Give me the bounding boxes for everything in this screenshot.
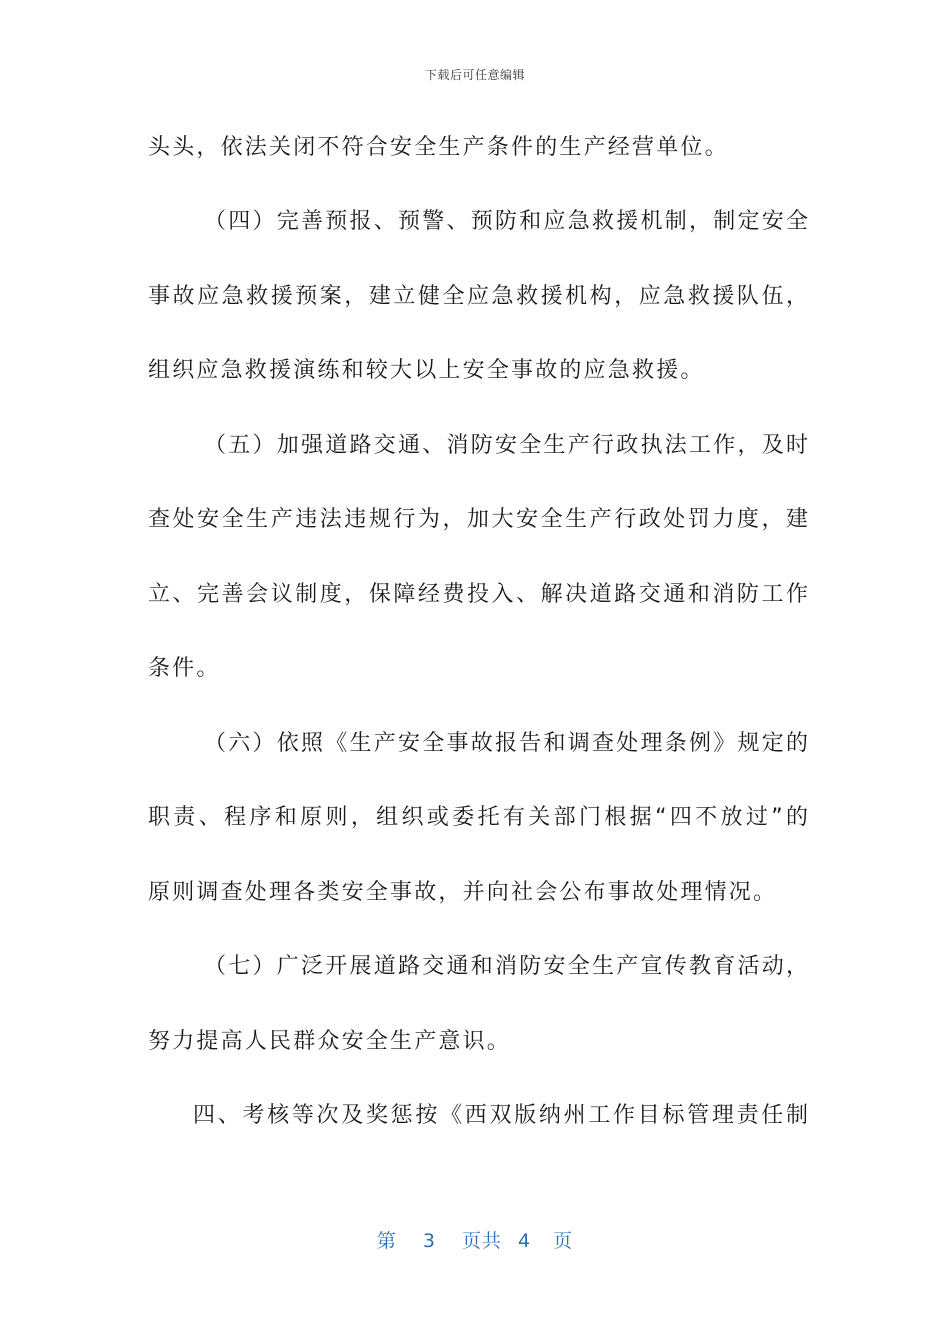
text-line: （七）广泛开展道路交通和消防安全生产宣传教育活动， — [204, 954, 808, 979]
text-line: （四）完善预报、预警、预防和应急救援机制，制定安全 — [204, 209, 808, 234]
footer-middle: 页共 — [461, 1230, 502, 1252]
text-line: 努力提高人民群众安全生产意识。 — [148, 1029, 512, 1054]
text-line: （五）加强道路交通、消防安全生产行政执法工作，及时 — [204, 433, 808, 458]
text-line: 立、完善会议制度，保障经费投入、解决道路交通和消防工作 — [148, 582, 808, 607]
text-line: 头头，依法关闭不符合安全生产条件的生产经营单位。 — [148, 135, 729, 160]
text-line: 事故应急救援预案，建立健全应急救援机构，应急救援队伍， — [148, 284, 808, 309]
text-line: 四、考核等次及奖惩按《西双版纳州工作目标管理责任制 — [193, 1103, 808, 1128]
text-line: 原则调查处理各类安全事故，并向社会公布事故处理情况。 — [148, 880, 778, 905]
text-line: 查处安全生产违法违规行为，加大安全生产行政处罚力度，建 — [148, 507, 808, 532]
current-page-number: 3 — [422, 1230, 436, 1252]
text-line: 组织应急救援演练和较大以上安全事故的应急救援。 — [148, 358, 705, 383]
text-line: 职责、程序和原则，组织或委托有关部门根据“四不放过”的 — [148, 805, 808, 830]
header-note: 下载后可任意编辑 — [424, 68, 525, 82]
text-line: （六）依照《生产安全事故报告和调查处理条例》规定的 — [204, 731, 808, 756]
page-footer — [0, 1226, 950, 1253]
text-line: 条件。 — [148, 656, 221, 681]
total-pages-number: 4 — [518, 1230, 532, 1252]
footer-suffix: 页 — [553, 1230, 574, 1252]
footer-prefix: 第 — [376, 1230, 397, 1252]
